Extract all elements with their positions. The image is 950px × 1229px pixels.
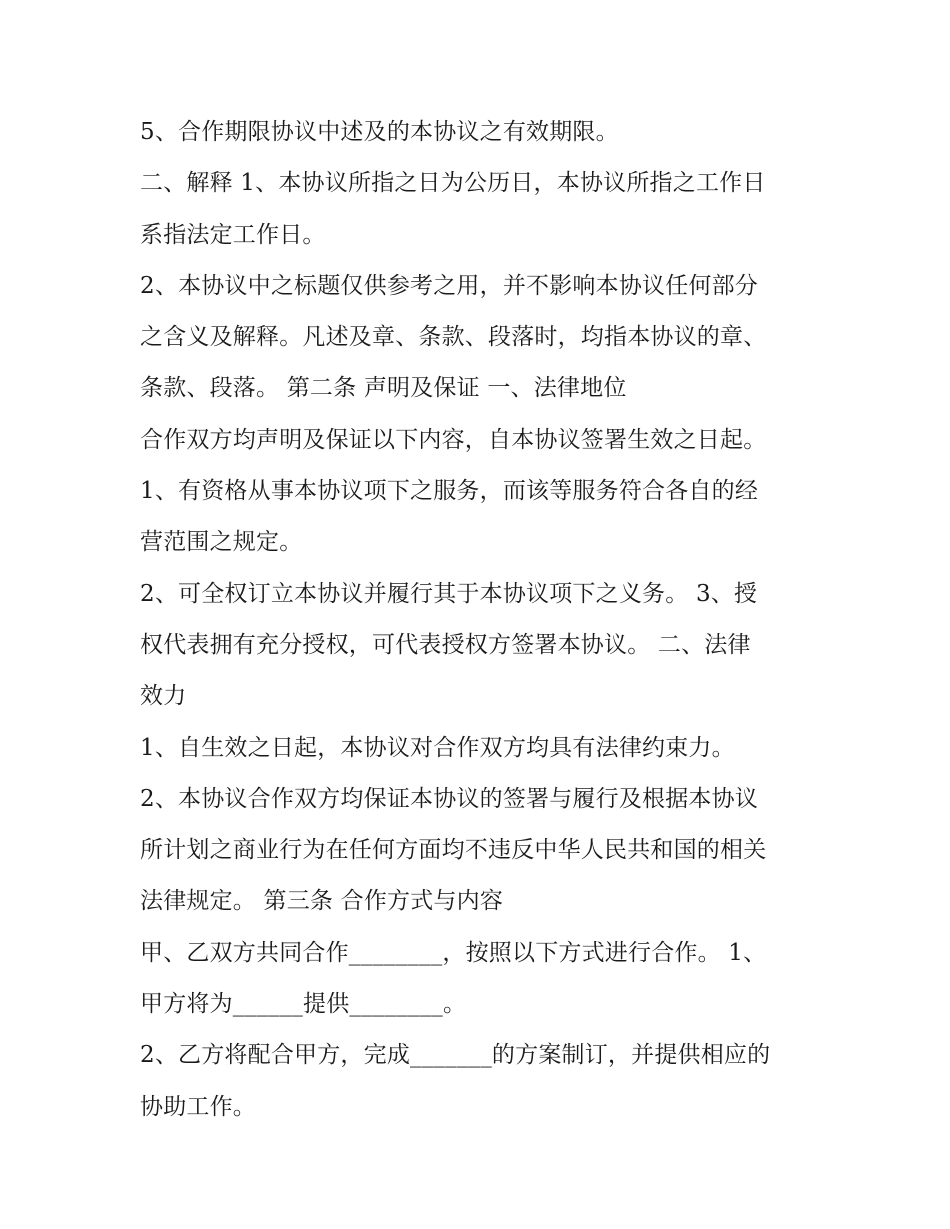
document-body — [140, 107, 830, 1133]
text-line: 权代表拥有充分授权，可代表授权方签署本协议。 二、法律 — [140, 631, 751, 658]
text-line: 2、乙方将配合甲方，完成_______的方案制订，并提供相应的 — [140, 1042, 771, 1069]
text-line: 之含义及解释。凡述及章、条款、段落时，均指本协议的章、 — [140, 324, 767, 351]
text-line: 5、合作期限协议中述及的本协议之有效期限。 — [140, 119, 619, 145]
text-line: 2、本协议中之标题仅供参考之用，并不影响本协议任何部分 — [140, 272, 759, 299]
text-line: 效力 — [140, 683, 187, 710]
text-line: 1、有资格从事本协议项下之服务，而该等服务符合各自的经 — [140, 478, 759, 505]
text-line: 合作双方均声明及保证以下内容，自本协议签署生效之日起。 — [140, 426, 767, 453]
text-line: 1、自生效之日起，本协议对合作双方均具有法律约束力。 — [140, 734, 735, 761]
text-line: 2、可全权订立本协议并履行其于本协议项下之义务。 3、授 — [140, 580, 758, 607]
text-line: 二、解释 1、本协议所指之日为公历日，本协议所指之工作日 — [140, 170, 766, 197]
text-line: 甲、乙双方共同合作________，按照以下方式进行合作。 1、 — [140, 939, 767, 966]
text-line: 系指法定工作日。 — [140, 221, 326, 248]
text-line: 协助工作。 — [140, 1093, 256, 1120]
text-line: 2、本协议合作双方均保证本协议的签署与履行及根据本协议 — [140, 785, 759, 812]
text-line: 法律规定。 第三条 合作方式与内容 — [140, 888, 504, 915]
text-line: 甲方将为______提供________。 — [140, 991, 467, 1018]
text-line: 条款、段落。 第二条 声明及保证 一、法律地位 — [140, 375, 627, 402]
text-line: 营范围之规定。 — [140, 529, 303, 556]
text-line: 所计划之商业行为在任何方面均不违反中华人民共和国的相关 — [140, 837, 767, 864]
